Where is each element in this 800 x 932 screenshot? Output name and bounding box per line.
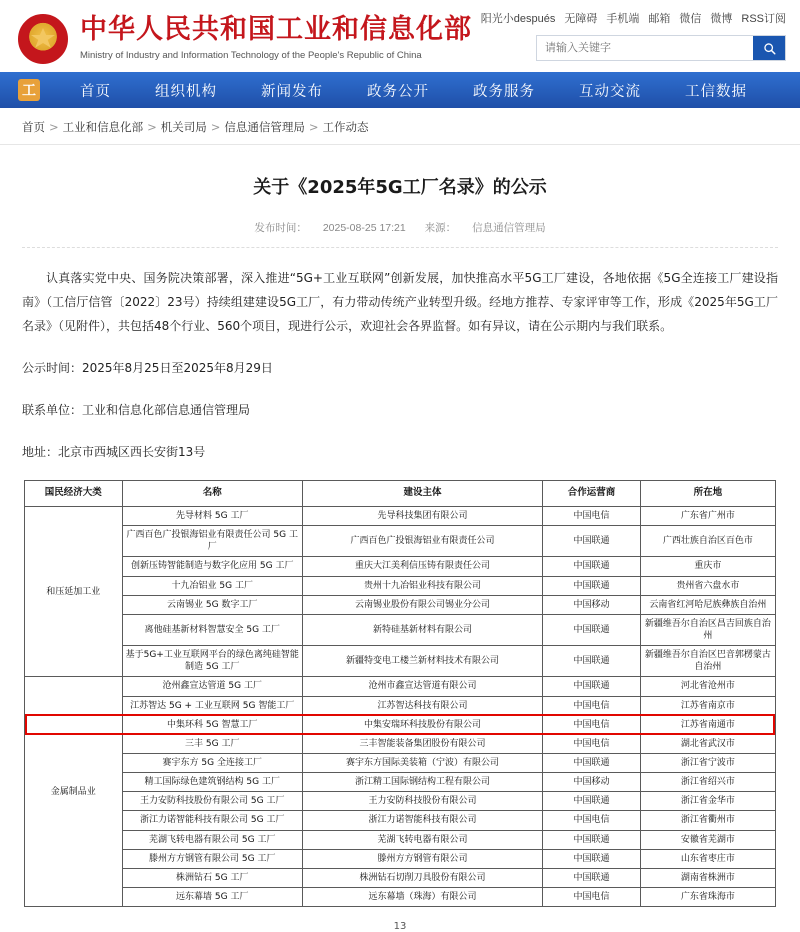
table-row (25, 595, 776, 614)
cell-operator: 中国联通 (543, 792, 641, 811)
cell-name: 赛宇东方 5G 全连接工厂 (122, 753, 302, 772)
col-entity: 建设主体 (302, 481, 542, 507)
top-link-4[interactable]: 微信 (679, 13, 702, 25)
table-row (25, 557, 776, 576)
cell-operator: 中国联通 (543, 557, 641, 576)
cell-location: 浙江省金华市 (640, 792, 775, 811)
cell-operator: 中国移动 (543, 595, 641, 614)
nav-item-affairs-open[interactable]: 政务公开 (367, 83, 429, 100)
top-link-0[interactable]: 阳光小después (480, 13, 556, 25)
cell-location: 广西壮族自治区百色市 (640, 526, 775, 557)
cell-location: 江苏省南通市 (640, 715, 775, 734)
cell-entity: 广西百色广投银海铝业有限责任公司 (302, 526, 542, 557)
breadcrumb-item-3[interactable]: 信息通信管理局 (224, 120, 305, 134)
cell-name: 广西百色广投银海铝业有限责任公司 5G 工厂 (122, 526, 302, 557)
cell-entity: 云南锡业股份有限公司锡业分公司 (302, 595, 542, 614)
cell-location: 山东省枣庄市 (640, 849, 775, 868)
cell-name: 王力安防科技股份有限公司 5G 工厂 (122, 792, 302, 811)
cell-location: 浙江省宁波市 (640, 753, 775, 772)
cell-entity: 沧州市鑫宣达管道有限公司 (302, 677, 542, 696)
site-header (0, 0, 800, 72)
factory-list-table-wrap (22, 480, 778, 907)
cell-operator: 中国联通 (543, 526, 641, 557)
cell-entity: 王力安防科技股份有限公司 (302, 792, 542, 811)
cell-name: 浙江力诺智能科技有限公司 5G 工厂 (122, 811, 302, 830)
top-link-3[interactable]: 邮箱 (648, 13, 671, 25)
table-row (25, 734, 776, 753)
cell-location: 河北省沧州市 (640, 677, 775, 696)
breadcrumb-item-1[interactable]: 工业和信息化部 (62, 120, 144, 134)
cell-location: 安徽省芜湖市 (640, 830, 775, 849)
cell-entity: 滕州方方钢管有限公司 (302, 849, 542, 868)
cell-name: 株洲钻石 5G 工厂 (122, 868, 302, 887)
search-button[interactable] (753, 36, 785, 60)
nav-item-data[interactable]: 工信数据 (685, 83, 747, 100)
col-operator: 合作运营商 (543, 481, 641, 507)
cell-operator: 中国电信 (543, 887, 641, 906)
cell-entity: 赛宇东方国际美装箱（宁波）有限公司 (302, 753, 542, 772)
cell-operator: 中国电信 (543, 811, 641, 830)
cell-operator: 中国联通 (543, 830, 641, 849)
table-body (25, 507, 776, 907)
cell-location: 浙江省绍兴市 (640, 773, 775, 792)
site-title-block (80, 12, 472, 61)
publish-label: 发布时间： (254, 222, 307, 235)
breadcrumb (0, 108, 800, 145)
table-row (25, 576, 776, 595)
source-label: 来源： (424, 222, 457, 235)
cell-name: 离他硅基新材料智慧安全 5G 工厂 (122, 614, 302, 645)
cell-entity: 株洲钻石切削刀具股份有限公司 (302, 868, 542, 887)
paragraph-contact-unit: 联系单位：工业和信息化部信息通信管理局 (22, 403, 251, 418)
cell-name: 三丰 5G 工厂 (122, 734, 302, 753)
cell-name: 中集环科 5G 智慧工厂 (122, 715, 302, 734)
cell-location: 湖北省武汉市 (640, 734, 775, 753)
site-title-en: Ministry of Industry and Information Technology of the People's Republic of China (80, 50, 422, 62)
cell-name: 十九冶铝业 5G 工厂 (122, 576, 302, 595)
nav-item-interaction[interactable]: 互动交流 (579, 83, 641, 100)
top-link-6[interactable]: RSS订阅 (741, 13, 786, 25)
cell-operator: 中国联通 (543, 677, 641, 696)
doc-meta (22, 220, 778, 248)
top-links (480, 13, 786, 25)
cell-entity: 江苏智达科技有限公司 (302, 696, 542, 715)
top-link-5[interactable]: 微博 (710, 13, 733, 25)
cell-name: 精工国际绿色建筑钢结构 5G 工厂 (122, 773, 302, 792)
nav-item-news[interactable]: 新闻发布 (261, 83, 323, 100)
top-link-1[interactable]: 无障碍 (564, 13, 598, 25)
table-row (25, 526, 776, 557)
cell-location: 江苏省南京市 (640, 696, 775, 715)
nav-item-services[interactable]: 政务服务 (473, 83, 535, 100)
cell-name: 云南锡业 5G 数字工厂 (122, 595, 302, 614)
breadcrumb-sep: > (308, 120, 319, 134)
table-row (25, 868, 776, 887)
nav-logo-icon: 工 (18, 79, 40, 101)
site-title-cn: 中华人民共和国工业和信息化部 (80, 14, 472, 45)
nav-item-organization[interactable]: 组织机构 (155, 83, 217, 100)
group-category-1: 金属制品业 (25, 677, 123, 907)
table-row (25, 677, 776, 696)
page-title: 关于《2025年5G工厂名录》的公示 (253, 177, 547, 198)
table-row (25, 887, 776, 906)
cell-location: 重庆市 (640, 557, 775, 576)
cell-location: 浙江省衢州市 (640, 811, 775, 830)
cell-entity: 芜湖飞转电器有限公司 (302, 830, 542, 849)
table-row (25, 849, 776, 868)
publish-time: 2025-08-25 17:21 (322, 222, 406, 235)
cell-location: 新疆维吾尔自治区昌吉回族自治州 (640, 614, 775, 645)
table-row (25, 696, 776, 715)
main-nav (0, 72, 800, 108)
cell-location: 湖南省株洲市 (640, 868, 775, 887)
cell-name: 芜湖飞转电器有限公司 5G 工厂 (122, 830, 302, 849)
factory-list-table (24, 480, 776, 907)
search-bar (536, 35, 786, 61)
paragraph-period: 公示时间：2025年8月25日至2025年8月29日 (22, 361, 273, 376)
cell-entity: 先导科技集团有限公司 (302, 507, 542, 526)
cell-name: 先导材料 5G 工厂 (122, 507, 302, 526)
table-header-row (25, 481, 776, 507)
cell-entity: 浙江力诺智能科技有限公司 (302, 811, 542, 830)
cell-location: 广东省广州市 (640, 507, 775, 526)
table-row (25, 811, 776, 830)
breadcrumb-item-2[interactable]: 机关司局 (160, 120, 207, 134)
breadcrumb-item-0[interactable]: 首页 (22, 120, 45, 134)
cell-location: 云南省红河哈尼族彝族自治州 (640, 595, 775, 614)
cell-operator: 中国移动 (543, 773, 641, 792)
table-row (25, 830, 776, 849)
cell-name: 滕州方方钢管有限公司 5G 工厂 (122, 849, 302, 868)
article-body (0, 175, 800, 932)
cell-operator: 中国电信 (543, 507, 641, 526)
cell-operator: 中国联通 (543, 614, 641, 645)
source-value: 信息通信管理局 (472, 222, 546, 235)
paragraph-intro: 认真落实党中央、国务院决策部署，深入推进“5G+工业互联网”创新发展，加快推高水平5G工厂建设，各地依据《5G全连接工厂建设指南》（工信厅信管〔2022〕23号）持续组建建设5G工厂，有力带动传统产业转型升级。经地方推荐、专家评审等工作，形成《2025年5G工厂名录》（见附件），共包括48个行业、560个项目，现进行公示，欢迎社会各界监督。如有异议，请在公示期内与我们联系。 (22, 271, 778, 334)
table-row (25, 753, 776, 772)
cell-operator: 中国电信 (543, 696, 641, 715)
group-category-0: 和压延加工业 (25, 507, 123, 677)
table-row-highlighted (25, 715, 776, 734)
col-name: 名称 (122, 481, 302, 507)
cell-operator: 中国电信 (543, 734, 641, 753)
breadcrumb-sep: > (210, 120, 221, 134)
cell-entity: 浙江精工国际钢结构工程有限公司 (302, 773, 542, 792)
cell-name: 江苏智达 5G + 工业互联网 5G 智能工厂 (122, 696, 302, 715)
cell-location: 贵州省六盘水市 (640, 576, 775, 595)
search-icon (763, 42, 776, 55)
col-location: 所在地 (640, 481, 775, 507)
table-row (25, 792, 776, 811)
cell-location: 新疆维吾尔自治区巴音郭楞蒙古自治州 (640, 646, 775, 677)
cell-name: 创新压铸智能制造与数字化应用 5G 工厂 (122, 557, 302, 576)
national-emblem-icon (18, 14, 68, 64)
breadcrumb-sep: > (49, 120, 59, 134)
top-link-2[interactable]: 手机端 (606, 13, 640, 25)
table-row (25, 646, 776, 677)
table-row (25, 507, 776, 526)
cell-location: 广东省珠海市 (640, 887, 775, 906)
nav-item-home[interactable]: 首页 (80, 83, 111, 100)
cell-entity: 新疆特变电工楼兰新材料技术有限公司 (302, 646, 542, 677)
breadcrumb-sep: > (147, 120, 157, 134)
paragraph-address: 地址：北京市西城区西长安街13号 (22, 445, 206, 460)
table-row (25, 773, 776, 792)
search-input[interactable] (537, 36, 753, 60)
cell-name: 沧州鑫宣达管道 5G 工厂 (122, 677, 302, 696)
cell-operator: 中国联通 (543, 646, 641, 677)
cell-operator: 中国联通 (543, 753, 641, 772)
cell-entity: 中集安瑞环科技股份有限公司 (302, 715, 542, 734)
cell-entity: 三丰智能装备集团股份有限公司 (302, 734, 542, 753)
cell-entity: 远东幕墙（珠海）有限公司 (302, 887, 542, 906)
cell-name: 远东幕墙 5G 工厂 (122, 887, 302, 906)
col-category: 国民经济大类 (25, 481, 123, 507)
cell-entity: 新特硅基新材料有限公司 (302, 614, 542, 645)
table-row (25, 614, 776, 645)
cell-operator: 中国联通 (543, 868, 641, 887)
cell-entity: 重庆大江美利信压铸有限责任公司 (302, 557, 542, 576)
cell-operator: 中国联通 (543, 849, 641, 868)
page-number: 13 (393, 921, 407, 932)
header-utility-area (480, 13, 786, 61)
breadcrumb-item-4[interactable]: 工作动态 (322, 120, 369, 134)
cell-entity: 贵州十九冶铝业科技有限公司 (302, 576, 542, 595)
cell-operator: 中国电信 (543, 715, 641, 734)
cell-operator: 中国联通 (543, 576, 641, 595)
cell-name: 基于5G+工业互联网平台的绿色离纯硅智能制造 5G 工厂 (122, 646, 302, 677)
